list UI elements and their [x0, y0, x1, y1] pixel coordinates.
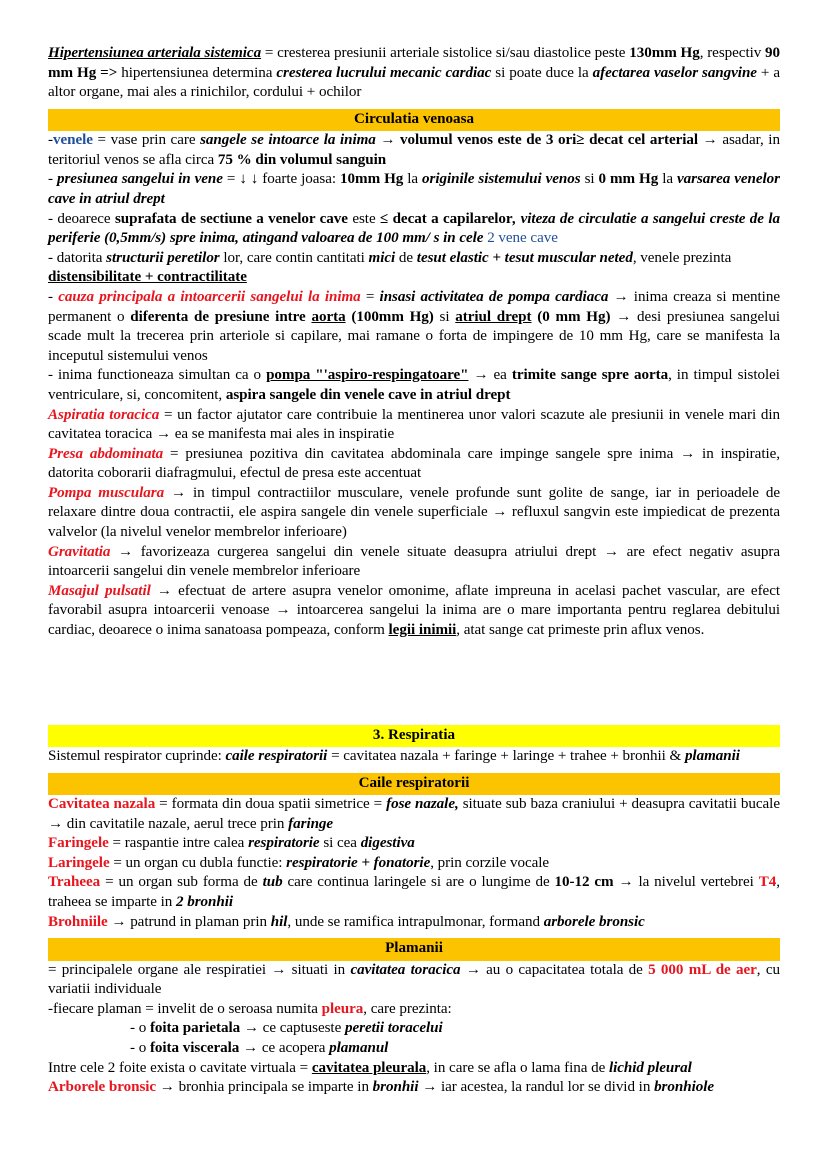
arrow-icon: → — [702, 132, 718, 149]
text: inima functioneaza simultan ca o — [58, 367, 262, 384]
text: = vase prin care — [97, 132, 196, 149]
emphasis: , viteza de circulatie a sangelui creste de la periferie (0,5mm/s) spre inima, atingand valoarea de 100 mm/ s in cele — [48, 210, 780, 247]
term: Cavitatea nazala — [48, 796, 156, 813]
arrow-icon: → — [618, 874, 634, 891]
emphasis: fose nazale, — [386, 796, 459, 813]
emphasis: insasi activitatea de pompa cardiaca — [379, 288, 609, 305]
text: deoarece — [57, 210, 111, 227]
emphasis: sangele se intoarce la inima — [200, 132, 376, 149]
bold-text: 10mm Hg — [340, 171, 404, 188]
intro-text-5: + a altor organe, mai ales a rinichilor, cordului + ochilor — [48, 64, 780, 101]
separator: → — [111, 913, 127, 930]
bold-term: foita viscerala — [149, 1039, 240, 1056]
text: , cu variatii individuale — [48, 961, 780, 998]
text: desi presiunea sangelui scade mult la trecerea prin arteriole si capilare, mai ramane o forta de impingere de 10 mm Hg, care se manifesta la inceputul sistemului venos — [48, 308, 780, 364]
factor-name: Masajul pulsatil — [48, 582, 151, 599]
factor-separator: → — [156, 582, 172, 599]
venous-factor-1 — [48, 445, 780, 484]
term: Laringele — [48, 854, 110, 871]
emphasis: faringe — [288, 815, 334, 832]
emphasis: digestiva — [360, 835, 415, 852]
underlined-term-pompa: pompa "'aspiro-respingatoare" — [266, 367, 469, 384]
text: efectuat de artere asupra venelor omonime, aflate impreuna in acelasi pachet vascular, are efect favorabil asupra intoarcerii venoase → intoarcerea sangelui la inima are o mare importanta pentru reglarea debitului cardiac, deoarece o inima sanatoasa pompeaza, conform — [48, 582, 780, 639]
emphasis: presiunea sangelui in vene — [56, 171, 223, 188]
airway-item-laringele — [48, 854, 780, 874]
respiration-intro — [48, 747, 780, 767]
factor-text: in timpul contractiilor musculare, venele profunde sunt golite de sange, iar in perioadele de relaxare dintre doua contractii, ele aspira sangele din venele superficiale → refluxul sangvin este impiedicat de prezenta valvelor (la nivelul venelor membrelor inferioare) — [48, 484, 780, 541]
arrow-icon: → — [613, 288, 629, 305]
emphasis: cavitatea toracica — [350, 961, 461, 978]
emphasis: respiratorie — [248, 835, 320, 852]
term: Brohniile — [48, 913, 108, 930]
lungs-line-2 — [48, 1000, 780, 1020]
text: formata din doua spatii simetrice = — [171, 796, 383, 813]
text: , in care se afla o lama fina de — [426, 1059, 606, 1076]
factor-text: favorizeaza curgerea sangelui din venele situate deasupra atriului drept → are efect negativ asupra intoarcerii sangelui din venele membrelor inferioare — [48, 543, 780, 580]
text: ce acopera — [261, 1039, 326, 1056]
emphasis: arborele bronsic — [543, 913, 645, 930]
venous-line-4 — [48, 249, 780, 288]
text: Intre cele 2 foite exista o cavitate virtuala = — [48, 1059, 309, 1076]
intro-text-1: cresterea presiunii arteriale sistolice si/sau diastolice peste — [277, 45, 626, 61]
text: = cavitatea nazala + faringe + laringe + trahee + bronhii & — [331, 748, 682, 765]
dash: - — [48, 249, 53, 266]
text: asadar, in teritoriul venos se afla circa — [48, 132, 780, 168]
term-venele: venele — [52, 132, 93, 149]
dash: - — [48, 132, 53, 149]
factor-text: un factor ajutator care contribuie la mentinerea unor valori scazute ale presiunii in venele mari din cavitatea toracica → ea se manifesta mai ales in inspiratie — [48, 406, 780, 443]
airway-item-brohniile — [48, 913, 780, 933]
arrow-icon: → — [422, 1079, 438, 1096]
lungs-sub-item-2 — [48, 1039, 780, 1059]
intro-text-4: si poate duce la — [495, 64, 589, 81]
text: si — [584, 171, 595, 188]
text: Sistemul respirator cuprinde: — [48, 748, 222, 765]
text: raspantie intre calea — [124, 835, 245, 852]
emphasis: structurii peretilor — [106, 249, 220, 266]
emphasis: peretii toracelui — [344, 1020, 443, 1037]
intro-value-90: 90 mm Hg — [48, 45, 781, 81]
factor-name: Presa abdominata — [48, 445, 164, 462]
emphasis: tub — [262, 874, 283, 891]
bold-value: 10-12 cm — [554, 874, 614, 891]
intro-eq: = — [264, 45, 274, 61]
arrow-icon: → — [243, 1020, 259, 1037]
emphasis: 2 bronhii — [175, 894, 233, 910]
text: ce captuseste — [262, 1020, 342, 1037]
airway-item-traheea — [48, 873, 780, 912]
emphasis: hil — [270, 913, 288, 930]
venous-factor-0 — [48, 406, 780, 445]
emphasis: tesut elastic + tesut muscular neted — [416, 249, 633, 266]
bold-text: (0 mm Hg) — [537, 308, 611, 325]
bold-text: 75 % din volumul sanguin — [217, 151, 387, 168]
term: Faringele — [48, 835, 109, 852]
section-header-plamanii: Plamanii — [48, 938, 780, 960]
underlined-term-legii-inimii: legii inimii — [388, 622, 457, 639]
text: de — [398, 249, 414, 266]
text: , traheea se imparte in — [48, 874, 780, 910]
section-header-respiratia: 3. Respiratia — [48, 725, 780, 747]
text: , prin corzile vocale — [430, 854, 550, 871]
highlight-arborele-bronsic: Arborele bronsic — [48, 1079, 157, 1096]
text: un organ cu dubla functie: — [125, 854, 283, 871]
dash: - o — [130, 1020, 147, 1037]
underlined-term-atriul-drept: atriul drept — [455, 308, 532, 325]
emphasis: mici — [368, 249, 396, 266]
text: , venele prezinta — [632, 249, 732, 266]
text: au o capacitatea totala de — [486, 961, 643, 978]
highlight-t4: T4 — [758, 874, 777, 891]
underlined-term-aorta: aorta — [311, 308, 346, 325]
factor-separator: → — [170, 484, 187, 501]
bold-text: (100mm Hg) — [351, 308, 434, 325]
arrow-icon: → — [465, 961, 481, 978]
text: este — [352, 210, 376, 227]
bold-term: foita parietala — [149, 1020, 241, 1037]
text: , unde se ramifica intrapulmonar, formand — [287, 913, 540, 930]
text: un organ sub forma de — [118, 874, 258, 891]
text: la nivelul vertebrei — [638, 874, 754, 891]
intro-value-130: 130mm Hg — [629, 45, 700, 61]
factor-name: Aspiratia toracica — [48, 406, 160, 423]
emphasis: caile respiratorii — [225, 748, 328, 765]
arrow-icon: → — [473, 367, 489, 384]
highlight-capacity: 5 000 mL de aer — [648, 961, 757, 978]
venous-factor-2 — [48, 484, 780, 543]
emphasis: bronhiole — [654, 1079, 715, 1096]
bold-text: trimite sange spre aorta — [511, 367, 669, 384]
text: iar acestea, la randul lor se divid in — [440, 1079, 651, 1096]
venous-line-2 — [48, 170, 780, 209]
venous-massage — [48, 582, 780, 641]
separator: = — [159, 796, 168, 813]
lungs-line-1 — [48, 961, 780, 1000]
section-gap — [48, 641, 780, 725]
factor-separator: → — [118, 543, 134, 560]
airway-item-faringele — [48, 834, 780, 854]
factor-name: Gravitatia — [48, 543, 111, 560]
dash: - — [48, 210, 53, 227]
intro-term: Hipertensiunea arteriala sistemica — [48, 45, 262, 61]
intro-paragraph — [48, 44, 780, 103]
highlight-vene-cave: 2 vene cave — [487, 230, 558, 247]
text: lor, care contin cantitati — [223, 249, 365, 266]
text: situate sub baza craniului + deasupra cavitatii bucale → din cavitatile nazale, aerul trece prin — [48, 796, 780, 832]
term: Traheea — [48, 874, 101, 891]
text: si cea — [323, 835, 357, 852]
section-header-circulatia-venoasa: Circulatia venoasa — [48, 109, 780, 131]
arrow-icon: → — [616, 308, 632, 325]
text: ea — [493, 367, 507, 384]
text: = ↓ ↓ foarte joasa: — [226, 171, 337, 188]
venous-factor-3 — [48, 543, 780, 582]
text: care continua laringele si are o lungime de — [287, 874, 550, 891]
factor-name: Pompa musculara — [48, 484, 165, 501]
intro-emphasis-2: afectarea vaselor sangvine — [592, 64, 757, 81]
venous-line-1 — [48, 131, 780, 170]
arrow-icon: → — [159, 1079, 175, 1096]
arrow-icon: → — [380, 132, 396, 149]
bold-text: diferenta de presiune intre — [130, 308, 306, 325]
venous-line-6 — [48, 366, 780, 405]
emphasis: bronhii — [372, 1079, 419, 1096]
factor-text: presiunea pozitiva din cavitatea abdominala care impinge sangele spre inima → in inspiratie, datorita coborarii diafragmului, efectul de presa este accentuat — [48, 445, 780, 482]
lungs-line-3 — [48, 1059, 780, 1079]
dash: - — [48, 367, 53, 384]
factor-separator: = — [170, 445, 179, 462]
underlined-term-cavitatea-pleurala: cavitatea pleurala — [311, 1059, 427, 1076]
bold-text: aspira sangele din venele cave in atriul drept — [225, 386, 511, 403]
dash: - — [48, 288, 53, 305]
factor-separator: = — [163, 406, 173, 423]
bold-text: ≤ decat a capilarelor — [379, 210, 513, 227]
separator: = — [112, 835, 121, 852]
bold-text: suprafata de sectiune a venelor cave — [114, 210, 348, 227]
intro-emphasis-1: cresterea lucrului mecanic cardiac — [276, 64, 492, 81]
intro-arrow: => — [100, 64, 118, 81]
airway-item-cavitatea-nazala — [48, 795, 780, 834]
text: , in timpul sistolei ventriculare, si, concomitent, — [48, 367, 780, 403]
emphasis: lichid pleural — [608, 1059, 692, 1076]
text: datorita — [56, 249, 103, 266]
dash: - — [48, 171, 53, 188]
highlight-cauza-principala: cauza principala a intoarcerii sangelui la inima — [58, 288, 361, 305]
intro-text-2: , respectiv — [699, 45, 762, 61]
text: bronhia principala se imparte in — [178, 1079, 369, 1096]
venous-line-3 — [48, 210, 780, 249]
emphasis: originile sistemului venos — [422, 171, 581, 188]
dash: - o — [130, 1039, 147, 1056]
bold-text: 0 mm Hg — [598, 171, 659, 188]
text: = principalele organe ale respiratiei → situati in — [48, 961, 346, 978]
intro-text-3: hipertensiunea determina — [121, 64, 273, 81]
text: la — [407, 171, 419, 188]
text: la — [662, 171, 673, 188]
emphasis: varsarea venelor cave in atriul drept — [48, 171, 780, 207]
text: patrund in plaman prin — [130, 913, 267, 930]
separator: = — [105, 874, 114, 891]
section-header-caile-respiratorii: Caile respiratorii — [48, 773, 780, 795]
underlined-term: distensibilitate + contractilitate — [48, 269, 247, 286]
text: , care prezinta: — [363, 1000, 452, 1017]
highlight-pleura: pleura — [321, 1000, 364, 1017]
text: -fiecare plaman = invelit de o seroasa numita — [48, 1000, 318, 1017]
text: inima creaza si mentine permanent o — [48, 288, 780, 325]
emphasis: plamanii — [684, 748, 740, 765]
lungs-sub-item-1 — [48, 1019, 780, 1039]
text: = — [365, 288, 375, 305]
venous-line-5 — [48, 288, 780, 366]
arrow-icon: → — [243, 1039, 259, 1056]
lungs-line-4 — [48, 1078, 780, 1098]
bold-text: volumul venos este de 3 ori≥ decat cel arterial — [400, 132, 699, 149]
emphasis: plamanul — [329, 1039, 389, 1056]
text: si — [439, 308, 450, 325]
separator: = — [113, 854, 122, 871]
emphasis: respiratorie + fonatorie — [286, 854, 431, 871]
text: , atat sange cat primeste prin aflux venos. — [456, 622, 705, 639]
